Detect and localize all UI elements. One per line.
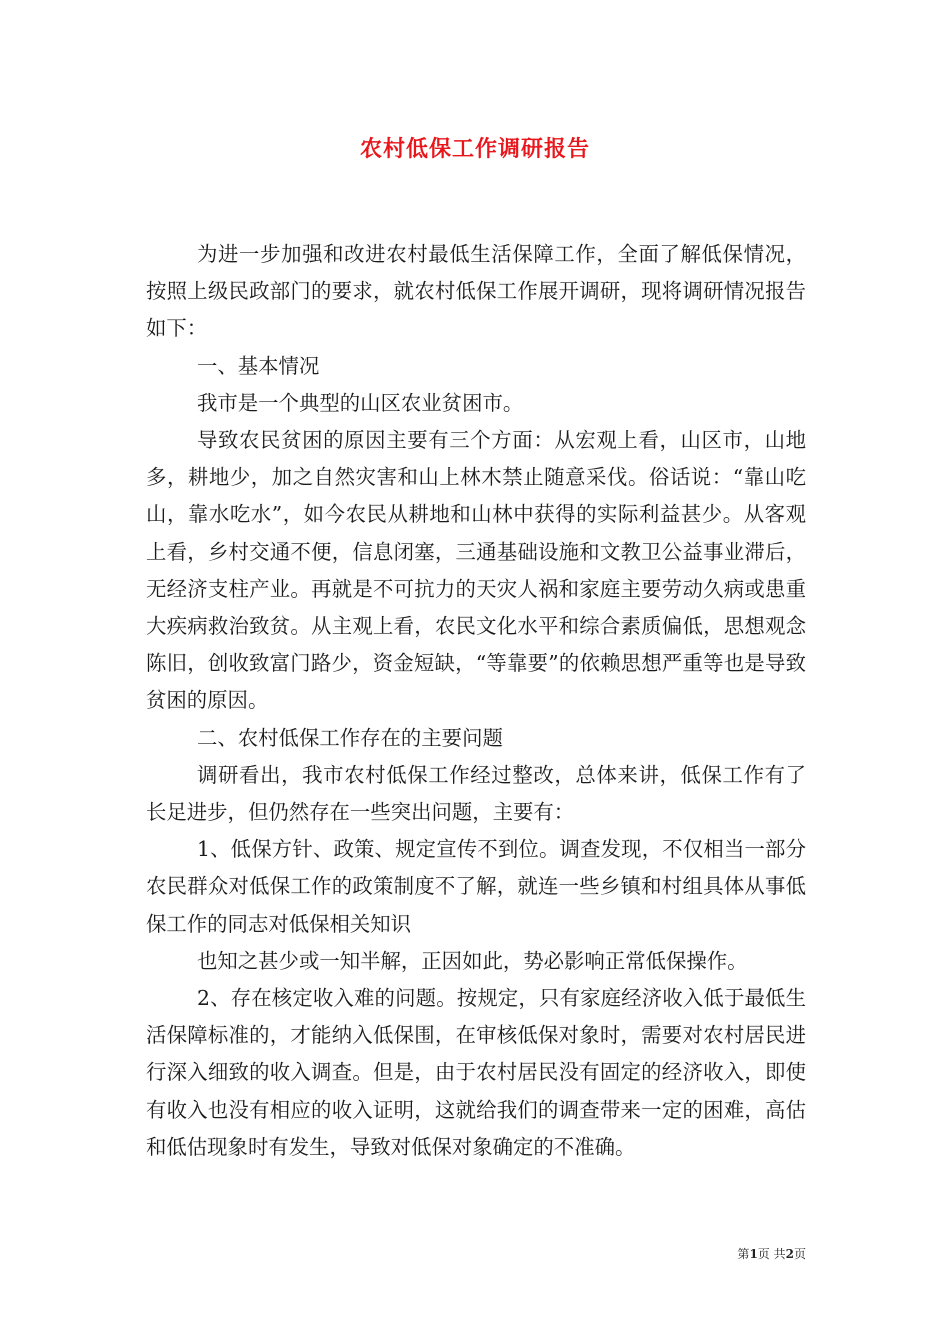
page-middle: 页 共 (757, 1247, 786, 1261)
page-total: 2 (785, 1247, 794, 1261)
document-title: 农村低保工作调研报告 (359, 136, 590, 162)
document-body (146, 236, 806, 1166)
paragraph: 1、低保方针、政策、规定宣传不到位。调查发现，不仅相当一部分农民群众对低保工作的政策制度不了解，就连一些乡镇和村组具体从事低保工作的同志对低保相关知识 (146, 837, 806, 936)
paragraph: 也知之甚少或一知半解，正因如此，势必影响正常低保操作。 (197, 948, 748, 973)
paragraph-intro: 为进一步加强和改进农村最低生活保障工作，全面了解低保情况，按照上级民政部门的要求，就农村低保工作展开调研，现将调研情况报告如下： (146, 242, 806, 341)
page-number (0, 1246, 806, 1262)
paragraph: 调研看出，我市农村低保工作经过整改，总体来讲，低保工作有了长足进步，但仍然存在一些突出问题，主要有： (146, 762, 806, 825)
paragraph: 导致农民贫困的原因主要有三个方面：从宏观上看，山区市，山地多，耕地少，加之自然灾害和山上林木禁止随意采伐。俗话说：“靠山吃山，靠水吃水”，如今农民从耕地和山林中获得的实际利益甚少。从客观上看，乡村交通不便，信息闭塞，三通基础设施和文教卫公益事业滞后，无经济支柱产业。再就是不可抗力的天灾人祸和家庭主要劳动久病或患重大疾病救治致贫。从主观上看，农民文化水平和综合素质偏低，思想观念陈旧，创收致富门路少，资金短缺，“等靠要”的依赖思想严重等也是导致贫困的原因。 (146, 428, 806, 713)
page-current: 1 (749, 1247, 758, 1261)
paragraph: 我市是一个典型的山区农业贫困市。 (197, 390, 524, 415)
page-prefix: 第 (737, 1247, 750, 1261)
section-heading-problems: 二、农村低保工作存在的主要问题 (197, 725, 503, 750)
page-suffix: 页 (793, 1247, 806, 1261)
paragraph: 2、存在核定收入难的问题。按规定，只有家庭经济收入低于最低生活保障标准的，才能纳入低保围，在审核低保对象时，需要对农村居民进行深入细致的收入调查。但是，由于农村居民没有固定的经济收入，即使有收入也没有相应的收入证明，这就给我们的调查带来一定的困难，高估和低估现象时有发生，导致对低保对象确定的不准确。 (146, 986, 806, 1159)
section-heading-basic: 一、基本情况 (197, 353, 320, 378)
